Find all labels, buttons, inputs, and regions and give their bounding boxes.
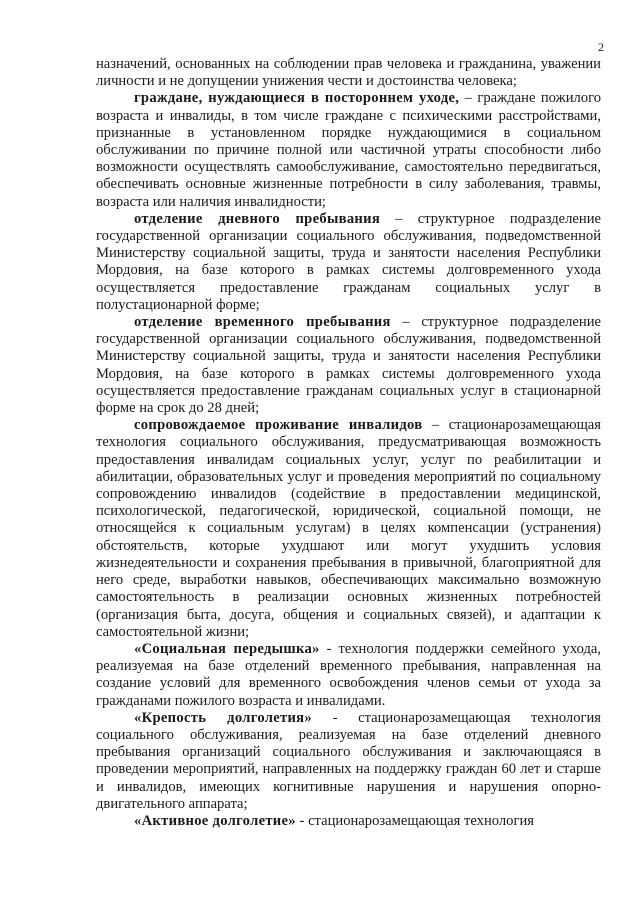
definition-text: - стационарозамещающая технология социального обслуживания, реализуемая на базе отделений дневного пребывания организаций социального обслуживания и заключающаяся в проведении мероприятий, направленных на поддержку граждан 60 лет и старше и инвалидов, имеющих когнитивные нарушения и нарушения опорно-двигательного аппарата; (96, 709, 602, 812)
definition-paragraph (96, 813, 601, 830)
definition-term: «Социальная передышка» (134, 640, 320, 657)
definition-paragraph (96, 417, 601, 641)
paragraph-continuation (96, 56, 601, 90)
definition-term: отделение временного пребывания (134, 314, 391, 331)
definition-term: граждане, нуждающиеся в постороннем уходе, (134, 90, 460, 107)
definition-text: - стационарозамещающая технология (295, 812, 534, 829)
definition-text: – стационарозамещающая технология социального обслуживания, предусматривающая возможность предоставления инвалидам социальных услуг, услуг по реабилитации и абилитации, образовательных услуг и проведения мероприятий по социальному сопровождению инвалидов (содействие в предоставлении медицинской, психологической, педагогической, юридической, социальной помощи, не относящейся к социальным услугам) в целях компенсации (устранения) обстоятельств, которые ухудшают или могут ухудшить условия жизнедеятельности и сохранения пребывания в привычной, благоприятной для него среде, выработки навыков, обеспечивающих максимально возможную самостоятельность в реализации основных жизненных потребностей (организация быта, досуга, общения и социальных связей), и адаптации к самостоятельной жизни; (96, 417, 601, 640)
definition-paragraph (96, 211, 601, 314)
definition-text: – граждане пожилого возраста и инвалиды, в том числе граждане с психическими расстройствами, признанные в установленном порядке нуждающимися в социальном обслуживании по причине полной или частичной утраты способности либо возможности осуществлять самообслуживание, самостоятельно передвигаться, обеспечивать основные жизненные потребности в силу заболевания, травмы, возраста или наличия инвалидности; (96, 90, 601, 210)
definition-term: сопровождаемое проживание инвалидов (134, 417, 423, 434)
definition-paragraph (96, 710, 601, 813)
document-body (96, 56, 601, 830)
definition-paragraph (96, 314, 601, 417)
definition-term: «Крепость долголетия» (134, 709, 312, 726)
definition-text: - технология поддержки семейного ухода, реализуемая на базе отделений временного пребывания, направленная на создание условий для временного освобождения членов семьи от ухода за гражданами пожилого возраста и инвалидами. (96, 640, 601, 709)
definition-text: – структурное подразделение государственной организации социального обслуживания, подведомственной Министерству социальной защиты, труда и занятости населения Республики Мордовия, на базе которого в рамках системы долговременного ухода осуществляется предоставление гражданам социальных услуг в полустационарной форме; (96, 210, 601, 313)
definition-term: «Активное долголетие» (134, 812, 296, 829)
definition-text: – структурное подразделение государственной организации социального обслуживания, подведомственной Министерству социальной защиты, труда и занятости населения Республики Мордовия, на базе которого в рамках системы долговременного ухода осуществляется предоставление гражданам социальных услуг в стационарной форме на срок до 28 дней; (96, 314, 601, 417)
page-number: 2 (598, 40, 604, 54)
definition-paragraph (96, 641, 601, 710)
definition-term: отделение дневного пребывания (134, 210, 381, 227)
paragraph-text: назначений, основанных на соблюдении прав человека и гражданина, уважении личности и не допущении унижения чести и достоинства человека; (96, 56, 601, 90)
definition-paragraph (96, 90, 601, 210)
